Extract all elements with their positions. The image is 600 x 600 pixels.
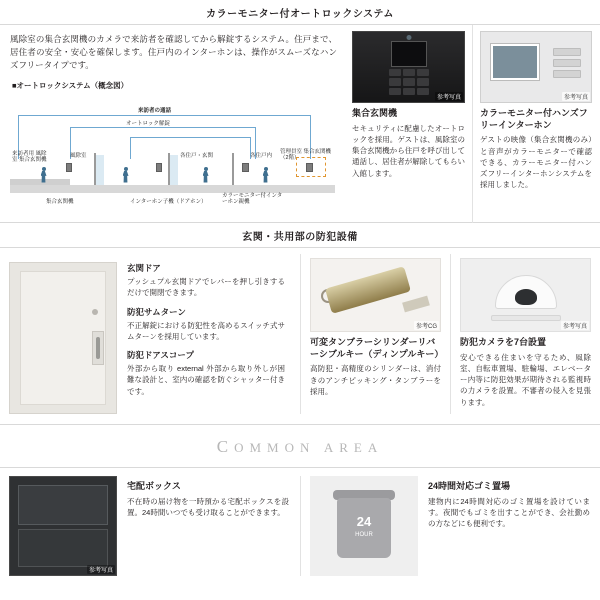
diagram-person-visitor: [40, 167, 47, 183]
diagram-line-mid: [70, 127, 255, 128]
section-common-facilities: [0, 468, 600, 576]
photo-note: 参考写真: [561, 321, 589, 330]
section2-title: 玄関・共用部の防犯設備: [242, 232, 358, 243]
diagram-entrance-panel: [66, 163, 72, 172]
section1-lead-text: 風除室の集合玄関機のカメラで来訪者を確認してから解錠するシステム。住戸まで、居住者の安全・安心を確保します。住戸内のインターホンは、操作がスムーズなハンズフリータイプです。: [10, 34, 337, 71]
garbage-block: [300, 476, 600, 576]
diagram-post-3: [232, 153, 234, 185]
diagram-label-windbreak: 風除室: [70, 152, 87, 159]
monitor-buttons: [553, 48, 581, 78]
door-block: [0, 254, 300, 414]
card-text: ゲストの映像（集合玄関機のみ）と音声がカラーモニターで確認できる、カラーモニター付ハンズフリーインターホンシステムを採用しました。: [480, 135, 592, 190]
entrance-panel-photo: [352, 31, 465, 103]
section1-cards: [345, 25, 600, 223]
camera-block: [450, 254, 600, 414]
section-auto-lock: [0, 0, 600, 222]
garbage-title: 24時間対応ゴミ置場: [428, 481, 511, 491]
delivery-box-text-block: [117, 476, 289, 576]
common-area-caption-rest: OMMON AREA: [234, 440, 384, 455]
diagram-line-inner: [130, 137, 250, 138]
delivery-box-block: [0, 476, 300, 576]
diagram-label-admin-room: 管理員室 集合玄関機（2階）: [280, 148, 332, 162]
door-item-title: 玄関ドア: [127, 263, 161, 273]
door-handle-icon: [96, 337, 100, 359]
garbage-badge-unit: HOUR: [355, 532, 373, 538]
key-tip: [402, 296, 430, 313]
cylinder-title: 可変タンブラーシリンダーリバーシブルキー（ディンプルキー）: [310, 337, 444, 359]
diagram-line-top: [18, 115, 310, 116]
garbage-text-block: [418, 476, 590, 576]
camera-title: 防犯カメラを7台設置: [460, 337, 547, 347]
door-item-text: 不正解錠における防犯性を高めるスイッチ式サムターンを採用しています。: [127, 320, 285, 341]
diagram-label-visitor-call: 来訪者の通話: [138, 107, 172, 114]
card-text: セキュリティに配慮したオートロックを採用。ゲストは、風除室の集合玄関機から住戸を呼び出して通話し、居住者が解除してもらい入館します。: [352, 123, 465, 178]
device-screen: [391, 41, 427, 67]
card-title: カラーモニター付ハンズフリーインターホン: [480, 108, 588, 130]
diagram-caption-entrance-panel: 集合玄関機: [46, 198, 74, 205]
camera-base: [491, 315, 561, 321]
photo-note: 参考写真: [435, 92, 463, 101]
diagram-label-unit-inside: 各住戸内: [250, 152, 273, 159]
door-item-title: 防犯ドアスコープ: [127, 350, 194, 360]
delivery-box-door-lower: [18, 529, 108, 567]
door-text-block: [117, 258, 285, 414]
diagram-glass-right: [170, 155, 178, 185]
photo-note: 参考CG: [414, 321, 439, 330]
diagram-label-visitor-area: 来訪者用 風除室 集合玄関機: [12, 150, 47, 164]
delivery-box-photo: [9, 476, 117, 576]
door-item-title: 防犯サムターン: [127, 306, 186, 317]
diagram-caption-door-intercom: インターホン子機（ドアホン）: [130, 198, 207, 205]
diagram-admin-panel: [306, 163, 313, 172]
cylinder-text: 高防犯・高精度のシリンダーは、消付きのアンチピッキング・タンブラーを採用。: [310, 364, 441, 396]
garbage-icon: [310, 476, 418, 576]
cylinder-block: [300, 254, 450, 414]
delivery-box-door-upper: [18, 485, 108, 525]
diagram-post-2: [168, 153, 170, 185]
common-area-caption: [216, 437, 384, 456]
entrance-door-photo: [9, 262, 117, 414]
diagram-caption-monitor-intercom: カラーモニター付インターホン親機: [222, 192, 283, 206]
photo-note: 参考写真: [87, 565, 115, 574]
auto-lock-diagram: [10, 93, 335, 213]
camera-lens-icon: [406, 35, 411, 40]
diagram-person-resident: [262, 167, 269, 183]
diagram-ground: [10, 185, 335, 193]
delivery-box-icon: [9, 476, 117, 576]
door-scope-icon: [92, 309, 98, 315]
section1-title: カラーモニター付オートロックシステム: [206, 9, 394, 20]
diagram-monitor-intercom: [242, 163, 249, 172]
camera-text: 安心できる住まいを守るため、風除室、自転車置場、駐輪場、エレベーター内等に防犯効果が期待される監視時の力メラを設置。不審者の侵入を見張ります。: [460, 352, 591, 407]
delivery-box-text: 不在時の届け物を一時預かる宅配ボックスを設置。24時間いつでも受け取ることができます。: [127, 496, 289, 517]
diagram-label-unit-entrance: 各住戸・玄関: [180, 152, 214, 159]
card-entrance-panel: [345, 25, 472, 223]
card-title: 集合玄関機: [352, 108, 398, 118]
diagram-line-inner-left: [130, 137, 131, 159]
diagram-caption: ■オートロックシステム（概念図）: [12, 80, 129, 90]
card-color-monitor: [472, 25, 599, 223]
common-area-band: [0, 425, 600, 467]
diagram-label-unlock: オートロック解錠: [126, 120, 170, 127]
monitor-screen: [491, 44, 539, 80]
garbage-badge-number: 24: [356, 514, 372, 529]
diagram-person-corridor: [202, 167, 209, 183]
diagram-glass-left: [96, 155, 104, 185]
common-area-caption-initial: C: [216, 437, 235, 456]
key-body: [325, 266, 411, 314]
diagram-door-intercom: [156, 163, 162, 172]
delivery-box-title: 宅配ボックス: [127, 481, 181, 491]
section1-left-column: [0, 25, 345, 223]
camera-photo: [460, 258, 591, 332]
cylinder-photo: [310, 258, 441, 332]
diagram-post-1: [94, 153, 96, 185]
garbage-text: 建物内に24時間対応のゴミ置場を設けています。夜間でもゴミを出すことができ、会社勤めの方などにも便利です。: [428, 496, 590, 529]
camera-lens-icon: [515, 289, 537, 305]
keypad: [389, 69, 429, 95]
color-monitor-photo: [480, 31, 592, 103]
door-item-text: 外部から取り external 外部から取り外しが困難な設計と、室内の確認を防ぐシャッター付きです。: [127, 364, 285, 396]
door-item-text: プッシュプル玄関ドアでレバーを押し引きするだけで開閉できます。: [127, 277, 285, 298]
photo-note: 参考写真: [562, 92, 590, 101]
diagram-person-lobby: [122, 167, 129, 183]
section-security-equipment: [0, 223, 600, 424]
